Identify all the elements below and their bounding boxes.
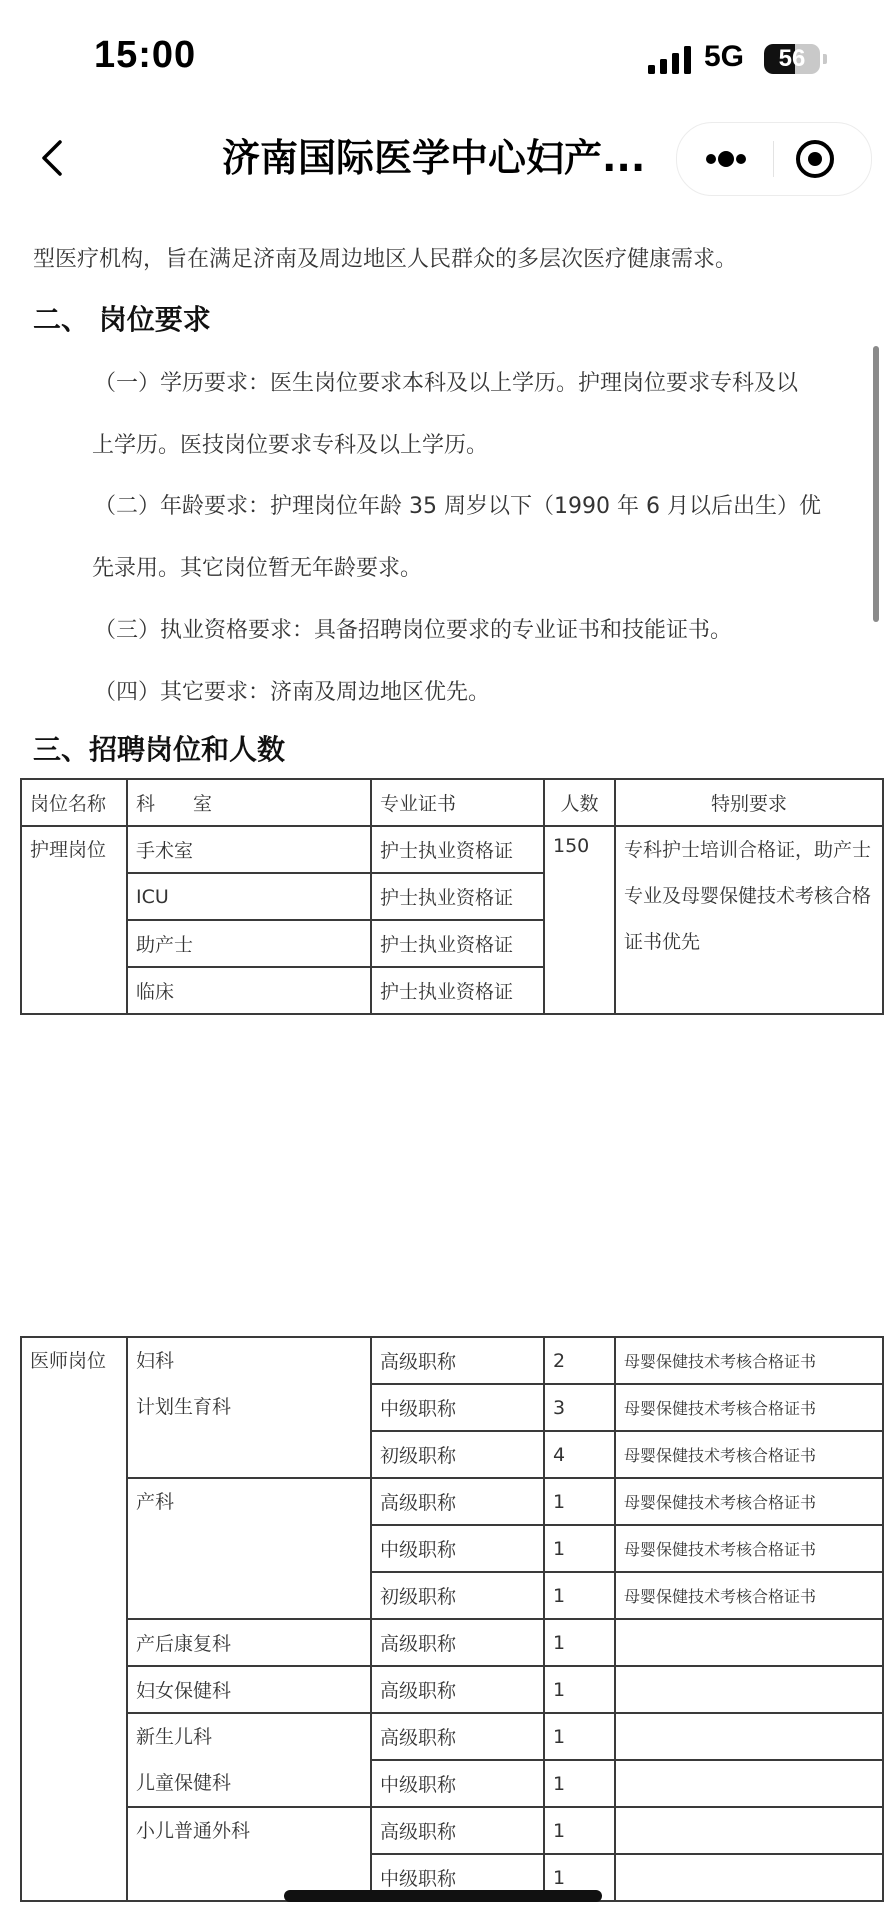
- department-name: 计划生育科: [136, 1396, 232, 1418]
- special-requirement-cell: 母婴保健技术考核合格证书: [615, 1525, 883, 1572]
- department-cell: 产后康复科: [127, 1619, 371, 1666]
- department-cell: 临床: [127, 967, 371, 1014]
- status-time: 15:00: [94, 34, 197, 76]
- count-cell: 1: [544, 1619, 615, 1666]
- requirement-age-line2: 先录用。其它岗位暂无年龄要求。: [92, 556, 423, 581]
- more-dots-icon: [697, 141, 755, 177]
- title-cell: 高级职称: [371, 1337, 544, 1384]
- special-requirement-cell: 专科护士培训合格证，助产士专业及母婴保健技术考核合格证书优先: [615, 826, 883, 1014]
- status-bar: [0, 0, 887, 110]
- title-cell: 高级职称: [371, 1478, 544, 1525]
- table-row: [21, 1478, 883, 1525]
- back-button[interactable]: [28, 128, 88, 188]
- title-cell: 中级职称: [371, 1760, 544, 1807]
- requirement-education-line1: （一）学历要求：医生岗位要求本科及以上学历。护理岗位要求专科及以: [94, 371, 799, 396]
- table-row: [21, 1619, 883, 1666]
- requirement-age-line1: （二）年龄要求：护理岗位年龄 35 周岁以下（1990 年 6 月以后出生）优: [94, 494, 821, 519]
- count-cell: 3: [544, 1384, 615, 1431]
- special-requirement-cell: [615, 1713, 883, 1760]
- requirement-license: （三）执业资格要求：具备招聘岗位要求的专业证书和技能证书。: [94, 618, 733, 643]
- network-type-label: 5G: [704, 40, 745, 73]
- special-requirement-cell: [615, 1807, 883, 1854]
- title-cell: 高级职称: [371, 1807, 544, 1854]
- count-cell: 2: [544, 1337, 615, 1384]
- count-cell: 150: [544, 826, 615, 1014]
- special-requirement-cell: 母婴保健技术考核合格证书: [615, 1337, 883, 1384]
- header-count: 人数: [544, 779, 615, 826]
- table-row: [21, 1807, 883, 1854]
- special-requirement-cell: [615, 1854, 883, 1901]
- count-cell: 1: [544, 1760, 615, 1807]
- department-name: 妇科: [136, 1350, 175, 1372]
- battery-tip: [823, 54, 827, 64]
- special-requirement-cell: 母婴保健技术考核合格证书: [615, 1572, 883, 1619]
- department-cell: 妇女保健科: [127, 1666, 371, 1713]
- certificate-cell: 护士执业资格证: [371, 873, 544, 920]
- department-name: 儿童保健科: [136, 1772, 232, 1794]
- section-heading-positions: 三、招聘岗位和人数: [33, 733, 286, 766]
- special-requirement-cell: [615, 1760, 883, 1807]
- title-cell: 中级职称: [371, 1854, 544, 1901]
- special-requirement-cell: 母婴保健技术考核合格证书: [615, 1478, 883, 1525]
- chevron-left-icon: [28, 128, 88, 188]
- department-name: 小儿普通外科: [136, 1820, 251, 1842]
- requirement-education-line2: 上学历。医技岗位要求专科及以上学历。: [92, 433, 489, 458]
- more-button[interactable]: [697, 141, 755, 177]
- intro-paragraph-tail: 型医疗机构，旨在满足济南及周边地区人民群众的多层次医疗健康需求。: [33, 247, 738, 272]
- count-cell: 1: [544, 1854, 615, 1901]
- title-cell: 初级职称: [371, 1572, 544, 1619]
- department-cell: [127, 1713, 371, 1807]
- department-cell: [127, 1478, 371, 1619]
- title-cell: 中级职称: [371, 1525, 544, 1572]
- department-name: 产科: [136, 1491, 175, 1513]
- department-cell: [127, 1807, 371, 1901]
- home-indicator[interactable]: [284, 1890, 602, 1902]
- header-certificate: 专业证书: [371, 779, 544, 826]
- table-header-row: [21, 779, 883, 826]
- certificate-cell: 护士执业资格证: [371, 967, 544, 1014]
- battery-icon: [764, 44, 820, 74]
- requirement-other: （四）其它要求：济南及周边地区优先。: [94, 680, 491, 705]
- capsule-divider: [773, 141, 774, 177]
- position-name-cell: 医师岗位: [21, 1337, 127, 1901]
- cellular-signal-icon: [648, 46, 692, 74]
- count-cell: 1: [544, 1713, 615, 1760]
- title-cell: 高级职称: [371, 1619, 544, 1666]
- header-special-requirement: 特别要求: [615, 779, 883, 826]
- count-cell: 1: [544, 1478, 615, 1525]
- department-cell: 助产士: [127, 920, 371, 967]
- special-requirement-cell: [615, 1619, 883, 1666]
- count-cell: 1: [544, 1572, 615, 1619]
- department-name: 新生儿科: [136, 1726, 213, 1748]
- nursing-positions-table: [20, 778, 884, 1015]
- header-position: 岗位名称: [21, 779, 127, 826]
- close-mini-program-button[interactable]: [793, 137, 837, 181]
- department-cell: [127, 1337, 371, 1478]
- title-cell: 初级职称: [371, 1431, 544, 1478]
- count-cell: 1: [544, 1525, 615, 1572]
- section-heading-requirements: 二、 岗位要求: [33, 303, 211, 336]
- title-cell: 高级职称: [371, 1666, 544, 1713]
- certificate-cell: 护士执业资格证: [371, 826, 544, 873]
- title-cell: 高级职称: [371, 1713, 544, 1760]
- table-row: [21, 1666, 883, 1713]
- position-name-cell: 护理岗位: [21, 826, 127, 1014]
- page-title: 济南国际医学中心妇产...: [222, 136, 646, 180]
- department-cell: ICU: [127, 873, 371, 920]
- table-row: [21, 1713, 883, 1760]
- scrollbar-thumb[interactable]: [873, 346, 879, 622]
- table-row: [21, 826, 883, 873]
- battery-level-text: 56: [778, 45, 806, 72]
- special-requirement-cell: 母婴保健技术考核合格证书: [615, 1384, 883, 1431]
- count-cell: 1: [544, 1807, 615, 1854]
- title-cell: 中级职称: [371, 1384, 544, 1431]
- doctor-positions-table: [20, 1336, 884, 1902]
- special-requirement-cell: 母婴保健技术考核合格证书: [615, 1431, 883, 1478]
- target-circle-icon: [793, 137, 837, 181]
- header-department: 科 室: [127, 779, 371, 826]
- count-cell: 4: [544, 1431, 615, 1478]
- nav-bar: [0, 118, 887, 198]
- special-requirement-cell: [615, 1666, 883, 1713]
- table-row: [21, 1337, 883, 1384]
- department-cell: 手术室: [127, 826, 371, 873]
- certificate-cell: 护士执业资格证: [371, 920, 544, 967]
- mini-program-capsule: [676, 122, 872, 196]
- count-cell: 1: [544, 1666, 615, 1713]
